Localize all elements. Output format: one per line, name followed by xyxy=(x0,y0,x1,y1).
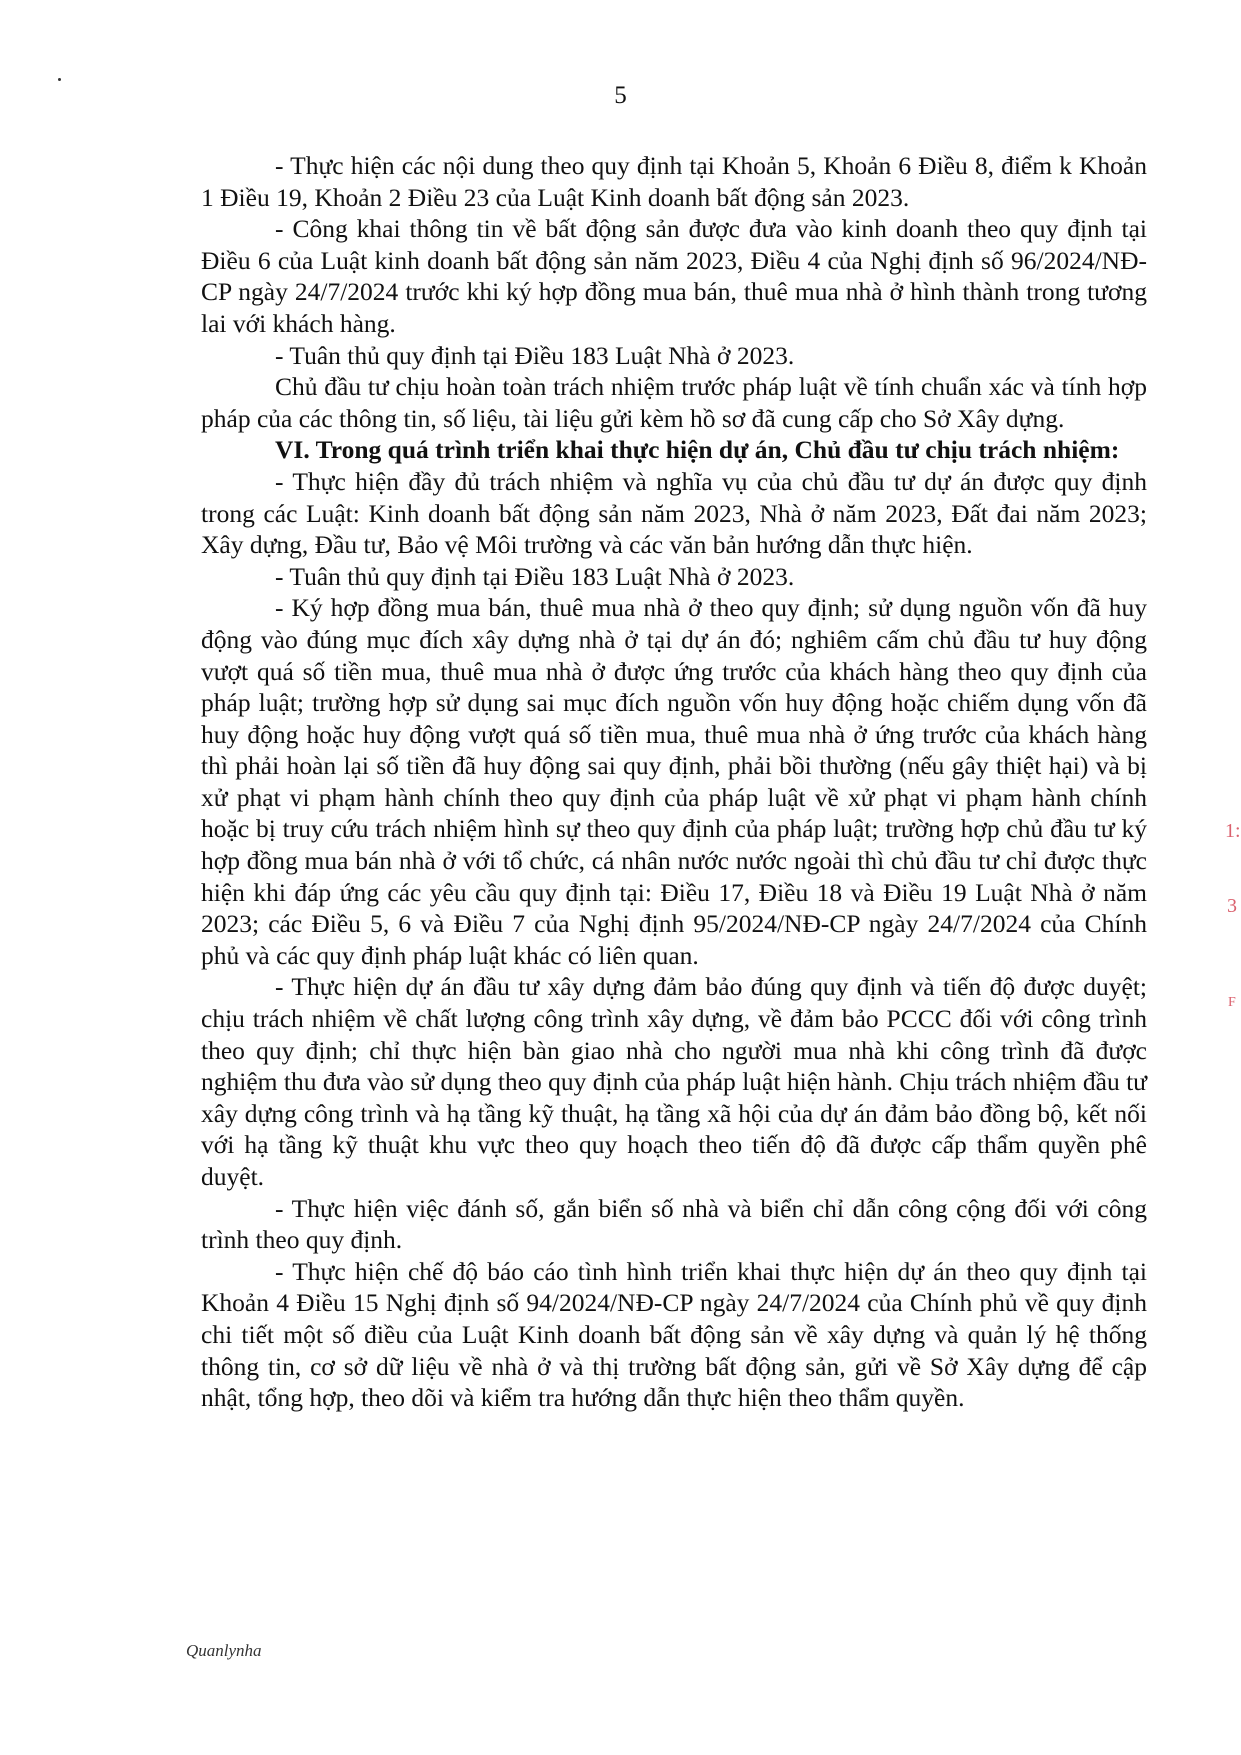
paragraph: - Thực hiện đầy đủ trách nhiệm và nghĩa vụ của chủ đầu tư dự án được quy định trong các Luật: Kinh doanh bất động sản năm 2023, Nhà ở năm 2023, Đất đai năm 2023; Xây dựng, Đầu tư, Bảo vệ Môi trường và các văn bản hướng dẫn thực hiện. xyxy=(201,466,1147,560)
paragraph: - Thực hiện việc đánh số, gắn biển số nhà và biển chỉ dẫn công cộng đối với công trình theo quy định. xyxy=(201,1193,1147,1255)
paragraph: - Thực hiện các nội dung theo quy định tại Khoản 5, Khoản 6 Điều 8, điểm k Khoản 1 Điều 19, Khoản 2 Điều 23 của Luật Kinh doanh bất động sản 2023. xyxy=(201,151,1147,212)
page-number: 5 xyxy=(614,82,627,109)
paragraph: - Thực hiện chế độ báo cáo tình hình triển khai thực hiện dự án theo quy định tại Khoản 4 Điều 15 Nghị định số 94/2024/NĐ-CP ngày 24/7/2024 của Chính phủ về quy định chi tiết một số điều của Luật Kinh doanh bất động sản về xây dựng và quản lý hệ thống thông tin, cơ sở dữ liệu về nhà ở và thị trường bất động sản, gửi về Sở Xây dựng để cập nhật, tổng hợp, theo dõi và kiểm tra hướng dẫn thực hiện theo thẩm quyền. xyxy=(201,1256,1147,1413)
section-heading: VI. Trong quá trình triển khai thực hiện dự án, Chủ đầu tư chịu trách nhiệm: xyxy=(275,435,1120,465)
paragraph: Chủ đầu tư chịu hoàn toàn trách nhiệm trước pháp luật về tính chuẩn xác và tính hợp pháp của các thông tin, số liệu, tài liệu gửi kèm hồ sơ đã cung cấp cho Sở Xây dựng. xyxy=(201,372,1147,433)
paragraph: - Thực hiện dự án đầu tư xây dựng đảm bảo đúng quy định và tiến độ được duyệt; chịu trách nhiệm về chất lượng công trình xây dựng, về đảm bảo PCCC đối với công trình theo quy định; chỉ thực hiện bàn giao nhà cho người mua nhà khi công trình đã được nghiệm thu đưa vào sử dụng theo quy định của pháp luật hiện hành. Chịu trách nhiệm đầu tư xây dựng công trình và hạ tầng kỹ thuật, hạ tầng xã hội của dự án đảm bảo đồng bộ, kết nối với hạ tầng kỹ thuật khu vực theo quy hoạch theo tiến độ đã được cấp thẩm quyền phê duyệt. xyxy=(201,972,1147,1191)
paragraph: - Ký hợp đồng mua bán, thuê mua nhà ở theo quy định; sử dụng nguồn vốn đã huy động vào đúng mục đích xây dựng nhà ở tại dự án đó; nghiêm cấm chủ đầu tư huy động vượt quá số tiền mua, thuê mua nhà ở được ứng trước của khách hàng theo quy định của pháp luật; trường hợp sử dụng sai mục đích nguồn vốn huy động hoặc chiếm dụng vốn đã huy động hoặc huy động vượt quá số tiền mua, thuê mua nhà ở ứng trước của khách hàng thì phải hoàn lại số tiền đã huy động sai quy định, phải bồi thường (nếu gây thiệt hại) và bị xử phạt vi phạm hành chính theo quy định của pháp luật về xử phạt vi phạm hành chính hoặc bị truy cứu trách nhiệm hình sự theo quy định của pháp luật; trường hợp chủ đầu tư ký hợp đồng mua bán nhà ở với tổ chức, cá nhân nước nước ngoài thì chủ đầu tư chỉ được thực hiện khi đáp ứng các yêu cầu quy định tại: Điều 17, Điều 18 và Điều 19 Luật Nhà ở năm 2023; các Điều 5, 6 và Điều 7 của Nghị định 95/2024/NĐ-CP ngày 24/7/2024 của Chính phủ và các quy định pháp luật khác có liên quan. xyxy=(201,593,1147,970)
stamp-mark: F xyxy=(1228,995,1236,1010)
footer-label: Quanlynha xyxy=(186,1641,262,1660)
paragraph: - Tuân thủ quy định tại Điều 183 Luật Nhà ở 2023. xyxy=(275,340,795,370)
paragraph: - Tuân thủ quy định tại Điều 183 Luật Nhà ở 2023. xyxy=(275,561,795,591)
document-body xyxy=(201,150,1147,1414)
paragraph: - Công khai thông tin về bất động sản được đưa vào kinh doanh theo quy định tại Điều 6 của Luật kinh doanh bất động sản năm 2023, Điều 4 của Nghị định số 96/2024/NĐ-CP ngày 24/7/2024 trước khi ký hợp đồng mua bán, thuê mua nhà ở hình thành trong tương lai với khách hàng. xyxy=(201,214,1147,338)
stamp-mark: 3 xyxy=(1227,895,1237,917)
stamp-mark: 1: xyxy=(1225,820,1241,842)
scan-speck xyxy=(58,78,61,81)
